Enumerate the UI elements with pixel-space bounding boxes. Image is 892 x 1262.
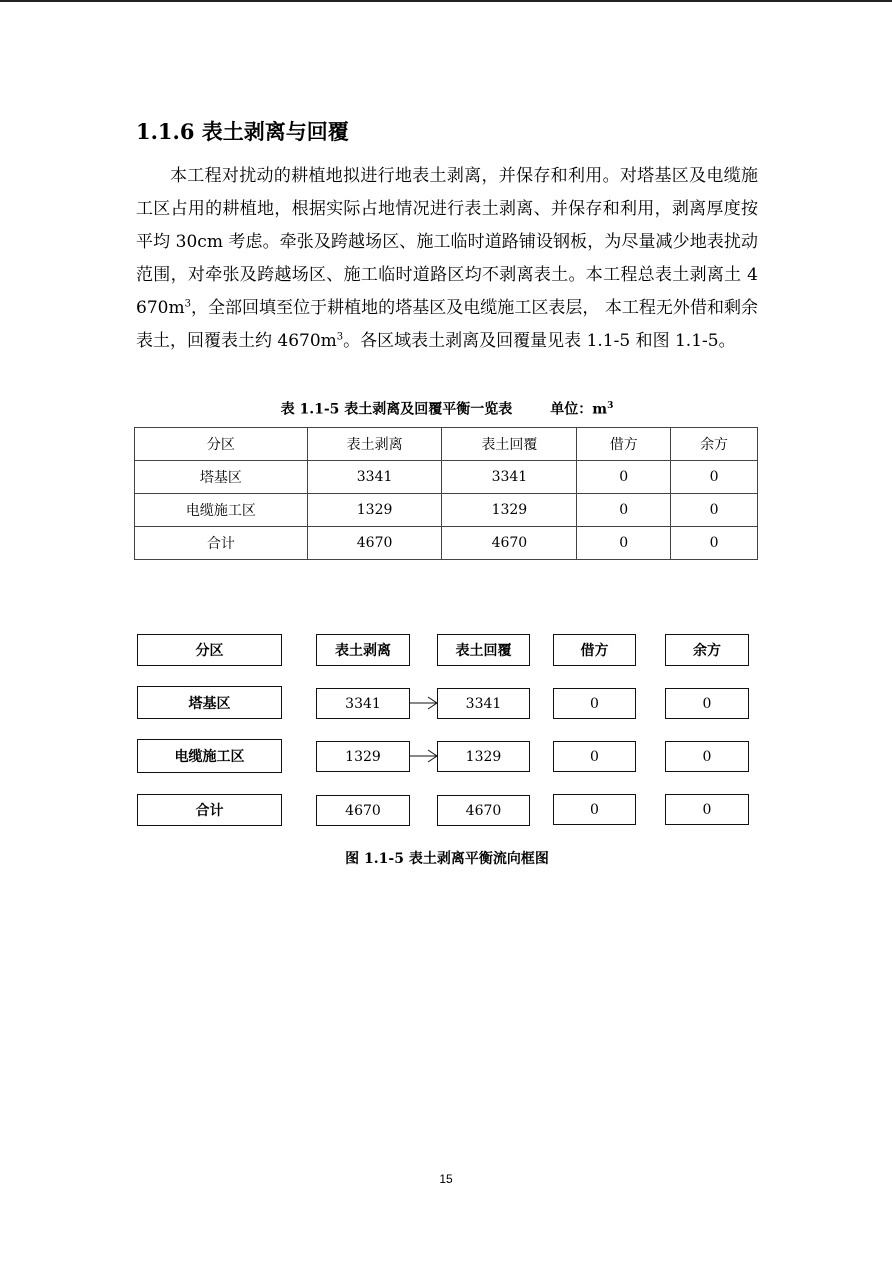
- table-header-cell: 分区: [135, 428, 308, 461]
- superscript-2: 3: [336, 331, 344, 343]
- flow-zone-box: 电缆施工区: [137, 739, 282, 773]
- superscript-1: 3: [184, 298, 191, 310]
- flow-header-borrow: 借方: [553, 634, 636, 666]
- paragraph-text-2: ，全部回填至位于耕植地的塔基区及电缆施工区表层， 本工程无外借和剩余表土，回覆表土约 4670m: [136, 298, 758, 351]
- flow-surplus-box: 0: [665, 741, 749, 772]
- table-header-cell: 余方: [671, 428, 758, 461]
- flow-header-surplus: 余方: [665, 634, 749, 666]
- flow-zone-box: 塔基区: [137, 686, 282, 719]
- table-cell: 0: [671, 494, 758, 527]
- arrow-tower-base: [410, 697, 437, 709]
- paragraph-text-3: 。各区域表土剥离及回覆量见表 1.1-5 和图 1.1-5。: [343, 331, 736, 351]
- page-number: 15: [439, 1172, 453, 1186]
- table-cell: 1329: [307, 494, 442, 527]
- table-header-cell: 借方: [577, 428, 671, 461]
- flow-header-backfill: 表土回覆: [437, 634, 530, 666]
- flow-backfill-box: 1329: [437, 741, 530, 772]
- flow-stripping-box: 4670: [316, 795, 410, 826]
- table-cell: 3341: [442, 461, 577, 494]
- table-cell: 塔基区: [135, 461, 308, 494]
- flow-backfill-box: 3341: [437, 688, 530, 719]
- flow-backfill-box: 4670: [437, 795, 530, 826]
- table-cell: 0: [577, 527, 671, 560]
- flow-header-zone: 分区: [137, 634, 282, 666]
- flow-surplus-box: 0: [665, 688, 749, 719]
- section-heading: 1.1.6 表土剥离与回覆: [136, 119, 349, 144]
- table-unit: 单位：m: [550, 401, 608, 418]
- figure-caption: 图 1.1-5 表土剥离平衡流向框图: [345, 851, 549, 867]
- arrow-cable-construction: [410, 750, 437, 762]
- flow-zone-box: 合计: [137, 794, 282, 826]
- table-cell: 3341: [307, 461, 442, 494]
- table-cell: 电缆施工区: [135, 494, 308, 527]
- table-cell: 0: [671, 461, 758, 494]
- table-header-cell: 表土剥离: [307, 428, 442, 461]
- table-cell: 4670: [307, 527, 442, 560]
- table-cell: 4670: [442, 527, 577, 560]
- table-caption-title: 表 1.1-5 表土剥离及回覆平衡一览表: [280, 401, 513, 418]
- table-header-cell: 表土回覆: [442, 428, 577, 461]
- flow-borrow-box: 0: [553, 794, 636, 825]
- flow-header-stripping: 表土剥离: [316, 634, 410, 666]
- flow-stripping-box: 3341: [316, 688, 410, 719]
- flow-surplus-box: 0: [665, 794, 749, 825]
- table-cell: 0: [671, 527, 758, 560]
- flow-stripping-box: 1329: [316, 741, 410, 772]
- paragraph-text-1: 本工程对扰动的耕植地拟进行地表土剥离，并保存和利用。对塔基区及电缆施工区占用的耕植地，根据实际占地情况进行表土剥离、并保存和利用，剥离厚度按平均 30cm 考虑。牵张及跨越场区、施工临时道路铺设钢板，为尽量减少地表扰动范围，对牵张及跨越场区、施工临时道路区均不剥离表土。本工程总表土剥离土 4670m: [136, 166, 758, 318]
- table-cell: 0: [577, 494, 671, 527]
- flow-borrow-box: 0: [553, 741, 636, 772]
- table-cell: 合计: [135, 527, 308, 560]
- table-cell: 1329: [442, 494, 577, 527]
- table-cell: 0: [577, 461, 671, 494]
- table-unit-superscript: 3: [607, 401, 614, 411]
- flow-borrow-box: 0: [553, 688, 636, 719]
